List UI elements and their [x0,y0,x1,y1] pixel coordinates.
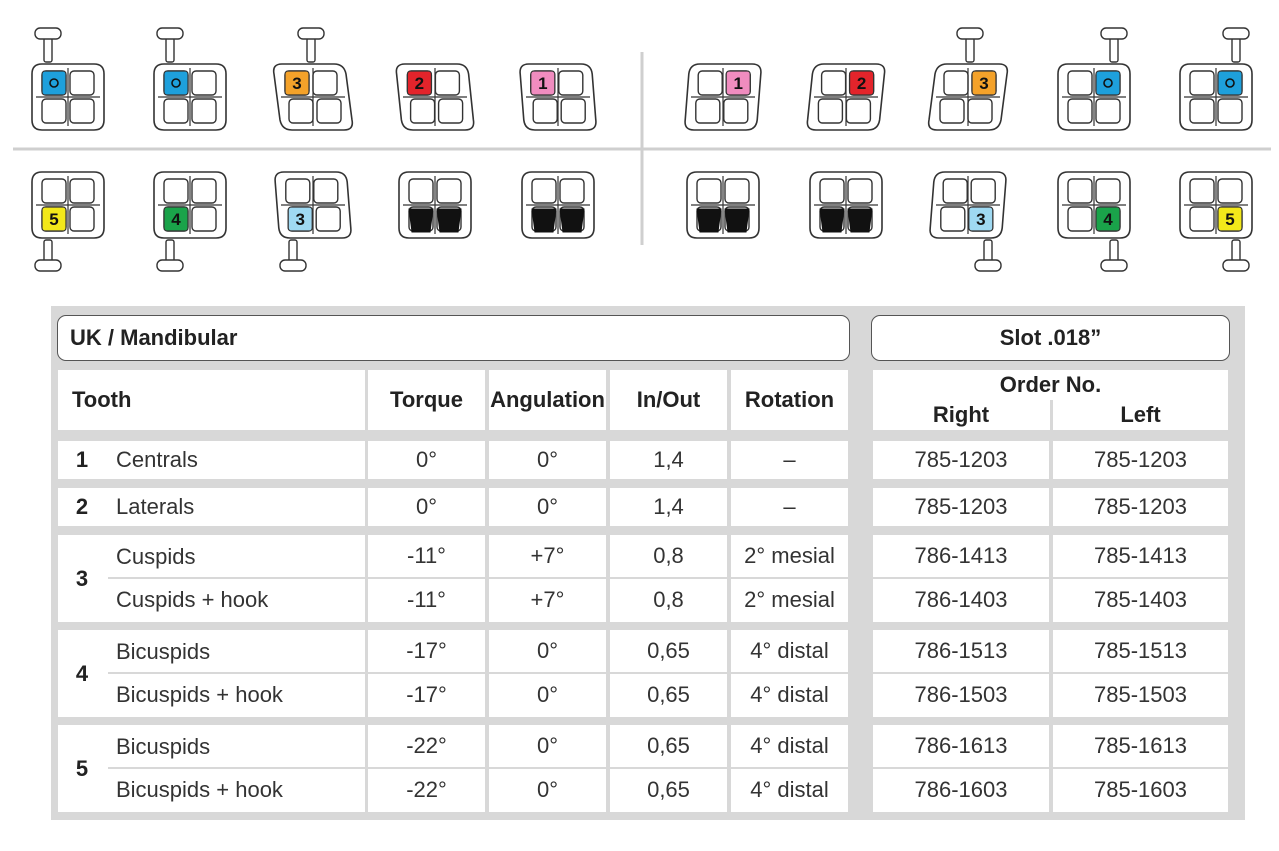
torque-value: 0° [368,441,485,479]
bracket-icon [1180,172,1252,271]
rotation-value: 4° distal [731,725,848,767]
bracket-icon [275,172,351,271]
rotation-value: – [731,488,848,526]
header-tooth: Tooth [58,370,365,430]
tooth-name: Bicuspids [116,638,211,664]
order-no-left: 785-1603 [1053,769,1228,813]
rotation-value: 2° mesial [731,579,848,623]
svg-text:2: 2 [414,74,425,93]
header-rotation: Rotation [731,370,848,430]
order-no-left: 785-1403 [1053,579,1228,623]
rotation-value: – [731,441,848,479]
bracket-icon [32,28,104,130]
tooth-number: 5 [75,755,89,781]
tooth-number: 4 [75,660,89,686]
order-no-left: 785-1203 [1053,488,1228,526]
rotation-value: 4° distal [731,674,848,718]
tooth-name: Centrals [116,447,198,472]
inout-value: 0,8 [610,535,727,577]
bracket-icon [687,172,759,238]
tooth-name: Bicuspids + hook [116,777,283,803]
bracket-icon [399,172,471,238]
tooth-name: Bicuspids + hook [116,682,283,708]
header-left: Left [1120,402,1161,427]
bracket-icon [154,172,226,271]
order-no-left: 785-1413 [1053,535,1228,577]
inout-value: 1,4 [610,441,727,479]
torque-value: -17° [368,674,485,718]
angulation-value: 0° [489,674,606,718]
tooth-number: 3 [75,565,89,591]
torque-value: -11° [368,579,485,623]
bracket-icon [930,172,1006,271]
inout-value: 0,8 [610,579,727,623]
svg-text:1: 1 [733,74,743,93]
inout-value: 0,65 [610,674,727,718]
torque-value: 0° [368,488,485,526]
rotation-value: 2° mesial [731,535,848,577]
bracket-icon [807,64,884,130]
header-angulation: Angulation [489,370,606,430]
svg-text:3: 3 [295,210,305,229]
svg-text:3: 3 [979,74,989,93]
bracket-icon [929,28,1008,130]
svg-text:4: 4 [171,210,181,229]
bracket-icon [396,64,473,130]
header-inout: In/Out [610,370,727,430]
header-right: Right [932,402,990,427]
table-title: UK / Mandibular [57,315,850,361]
bracket-diagram [0,0,1279,300]
order-no-left: 785-1203 [1053,441,1228,479]
inout-value: 1,4 [610,488,727,526]
bracket-icon [1058,172,1130,271]
order-no-right: 786-1413 [873,535,1049,577]
order-no-right: 786-1603 [873,769,1049,813]
order-no-divider [1050,400,1053,430]
rotation-value: 4° distal [731,769,848,813]
svg-text:2: 2 [856,74,867,93]
angulation-value: 0° [489,630,606,672]
slot-size-label: Slot .018” [871,315,1230,361]
torque-value: -22° [368,769,485,813]
order-no-right: 785-1203 [873,441,1049,479]
bracket-icon [1180,28,1252,130]
bracket-icon [1058,28,1130,130]
bracket-icon [154,28,226,130]
tooth-number: 1 [75,447,89,472]
order-no-right: 786-1513 [873,630,1049,672]
bracket-icon [685,64,761,130]
torque-value: -17° [368,630,485,672]
inout-value: 0,65 [610,725,727,767]
rotation-value: 4° distal [731,630,848,672]
tooth-number: 2 [75,494,89,519]
angulation-value: 0° [489,769,606,813]
order-no-left: 785-1513 [1053,630,1228,672]
svg-text:5: 5 [49,210,59,229]
tooth-name: Bicuspids [116,733,211,759]
inout-value: 0,65 [610,769,727,813]
torque-value: -22° [368,725,485,767]
order-no-left: 785-1503 [1053,674,1228,718]
order-no-right: 786-1613 [873,725,1049,767]
bracket-icon [520,64,596,130]
tooth-name: Cuspids + hook [116,587,269,613]
tooth-name: Cuspids [116,543,196,569]
order-no-left: 785-1613 [1053,725,1228,767]
bracket-icon [32,172,104,271]
bracket-icon [522,172,594,238]
order-no-right: 785-1203 [873,488,1049,526]
specification-table [51,306,1245,820]
angulation-value: 0° [489,441,606,479]
header-order-no-label: Order No. [999,372,1102,397]
angulation-value: +7° [489,535,606,577]
inout-value: 0,65 [610,630,727,672]
torque-value: -11° [368,535,485,577]
angulation-value: 0° [489,488,606,526]
svg-text:5: 5 [1225,210,1235,229]
svg-text:3: 3 [292,74,302,93]
bracket-icon [274,28,353,130]
angulation-value: 0° [489,725,606,767]
order-no-right: 786-1403 [873,579,1049,623]
svg-text:1: 1 [538,74,548,93]
order-no-right: 786-1503 [873,674,1049,718]
header-torque: Torque [368,370,485,430]
svg-text:3: 3 [976,210,986,229]
bracket-icon [810,172,882,238]
angulation-value: +7° [489,579,606,623]
tooth-name: Laterals [116,494,195,519]
svg-text:4: 4 [1103,210,1113,229]
